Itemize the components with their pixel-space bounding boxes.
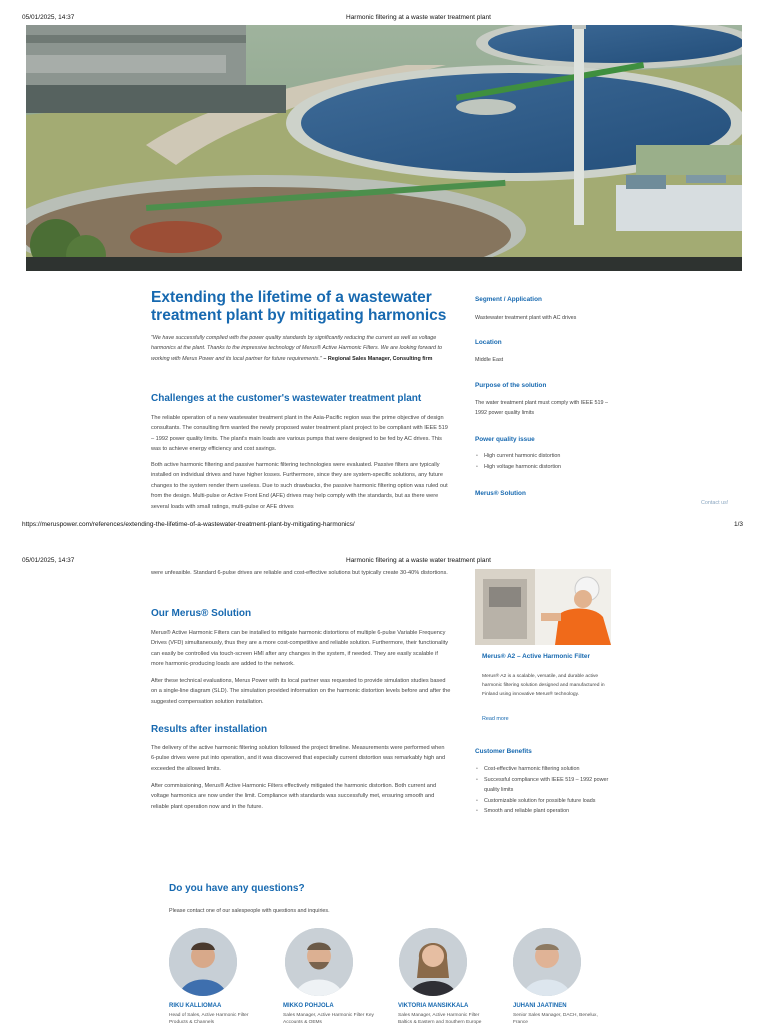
- product-image: [475, 569, 611, 645]
- contact-heading: Do you have any questions?: [169, 883, 305, 894]
- list-item: • Cost-effective harmonic filtering solution: [475, 764, 615, 775]
- purpose-value: The water treatment plant must comply with IEEE 519 – 1992 power quality limits: [475, 400, 609, 417]
- pq-issue-list: [475, 451, 625, 472]
- product-description: Merus® A2 is a scalable, versatile, and durable active harmonic filtering solution designed and manufactured in Finland using innovative Merus® technology.: [482, 674, 605, 697]
- print-page-title: Harmonic filtering at a waste water treatment plant: [346, 14, 491, 21]
- print-page-number: 1/3: [734, 521, 744, 528]
- quote-author: – Regional Sales Manager, Consulting firm: [323, 355, 433, 362]
- location-value: Middle East: [475, 357, 504, 363]
- solution-heading: Our Merus® Solution: [151, 608, 252, 619]
- person-portrait: [169, 928, 237, 996]
- location-label: Location: [475, 339, 502, 346]
- list-item: • Successful compliance with IEEE 519 – 1992 power quality limits: [475, 775, 615, 796]
- solution-paragraph-2: After these technical evaluations, Merus Power with its local partner was requested to provide simulation studies based on a single-line diagram (SLD). The simulation provided information on the harmonic distortion levels before and after the suggested compensation solution installation.: [151, 678, 451, 705]
- customer-benefits-list: [475, 764, 615, 817]
- list-item: • High current harmonic distortion: [475, 451, 625, 462]
- purpose-label: Purpose of the solution: [475, 382, 547, 389]
- customer-quote: [151, 333, 451, 364]
- solution-paragraph-1: Merus® Active Harmonic Filters can be installed to mitigate harmonic distortions of multiple 6-pulse Variable Frequency Drives (VFD) simultaneously, thus they are a more cost-competitive and reliable solution. Furthermore, their functionality can easily be controlled via touch-screen HMI after any changes in the system, if needed. They are easily scalable if more harmonic-producing loads are added to the network.: [151, 630, 449, 668]
- avatar: [169, 928, 237, 996]
- print-date-page-2: 05/01/2025, 14:37: [22, 557, 75, 564]
- list-item: • Smooth and reliable plant operation: [475, 806, 615, 817]
- wastewater-plant-illustration: [26, 25, 742, 271]
- person-name: MIKKO POHJOLA: [283, 1003, 334, 1009]
- print-url: https://meruspower.com/references/extending-the-lifetime-of-a-wastewater-treatment-plant-by-mitigating-harmonics/: [22, 521, 355, 528]
- person-role: Senior Sales Manager, DACH, Benelux, France: [513, 1013, 598, 1024]
- challenges-heading: Challenges at the customer's wastewater treatment plant: [151, 393, 422, 404]
- person-portrait: [513, 928, 581, 996]
- person-role: Sales Manager, Active Harmonic Filter Baltics & Eastern and Southern Europe: [398, 1013, 482, 1024]
- contact-us-link[interactable]: Contact us!: [701, 500, 729, 506]
- product-title[interactable]: Merus® A2 – Active Harmonic Filter: [482, 653, 590, 660]
- avatar: [513, 928, 581, 996]
- technician-illustration: [475, 569, 611, 645]
- challenges-paragraph-1: The reliable operation of a new wastewater treatment plant in the Asia-Pacific region was the prime objective of design consultants. The consulting firm wanted the newly proposed water treatment plant project to be compliant with IEEE 519 – 1992 power quality limits. The plant's main loads are various pumps that were designed to be fed by AC drives. This was to achieve energy efficiency and cost savings.: [151, 415, 448, 453]
- segment-value: Wastewater treatment plant with AC drives: [475, 315, 577, 321]
- person-portrait: [399, 928, 467, 996]
- contact-intro: Please contact one of our salespeople with questions and inquiries.: [169, 908, 330, 914]
- read-more-link[interactable]: Read more: [482, 716, 509, 722]
- hero-image: [26, 25, 742, 271]
- person-name: VIKTORIA MANSIKKALA: [398, 1003, 469, 1009]
- print-date: 05/01/2025, 14:37: [22, 14, 75, 21]
- challenges-paragraph-2: Both active harmonic filtering and passive harmonic filtering technologies were evaluated. Passive filters are typically installed on individual drives and have higher losses. Furthermore, since they are system-specific solutions, any future changes to the system render them useless. Due to such drawbacks, the passive harmonic filtering option was ruled out from the design. Multi-pulse or Active Front End (AFE) drives may help comply with the standards, but as there were several loads with small ratings, multi-pulse or AFE drives: [151, 462, 448, 510]
- person-role: Head of Sales, Active Harmonic Filter Products & Channels: [169, 1013, 249, 1024]
- person-name: RIKU KALLIOMAA: [169, 1003, 222, 1009]
- print-page-title-page-2: Harmonic filtering at a waste water treatment plant: [346, 557, 491, 564]
- article-title: Extending the lifetime of a wastewater treatment plant by mitigating harmonics: [151, 289, 447, 324]
- list-item: • High voltage harmonic distortion: [475, 462, 625, 473]
- quote-text: "We have successfully complied with the power quality standards by significantly reducing the current as well as voltage harmonics at the plant. Thanks to the impressive technology of Merus® Active Harmonic Filters. We are looking forward to working with Merus Power and its local partner for future requirements.": [151, 335, 442, 362]
- customer-benefits-label: Customer Benefits: [475, 748, 532, 755]
- person-role: Sales Manager, Active Harmonic Filter Key Accounts & OEMs: [283, 1013, 374, 1024]
- results-paragraph-1: The delivery of the active harmonic filtering solution followed the project timeline. Measurements were performed when 6-pulse drives were put into operation, and it was discovered that especially current distortion was remarkably high and exceeded the allowed limits.: [151, 745, 446, 772]
- results-paragraph-2: After commissioning, Merus® Active Harmonic Filters effectively mitigated the harmonic distortion. Both current and voltage harmonics are now under the limit. Compliance with standards was successfully met, ensuring smooth and reliable plant operation now and in the future.: [151, 783, 437, 810]
- results-heading: Results after installation: [151, 724, 268, 735]
- pq-issue-label: Power quality issue: [475, 436, 535, 443]
- challenges-paragraph-2-continued: were unfeasible. Standard 6-pulse drives are reliable and cost-effective solutions but typically create 30-40% distortions.: [151, 570, 448, 576]
- person-portrait: [285, 928, 353, 996]
- avatar: [285, 928, 353, 996]
- avatar: [399, 928, 467, 996]
- merus-solution-label: Merus® Solution: [475, 490, 526, 497]
- list-item: • Customizable solution for possible future loads: [475, 796, 615, 807]
- segment-label: Segment / Application: [475, 296, 542, 303]
- person-name: JUHANI JAATINEN: [513, 1003, 567, 1009]
